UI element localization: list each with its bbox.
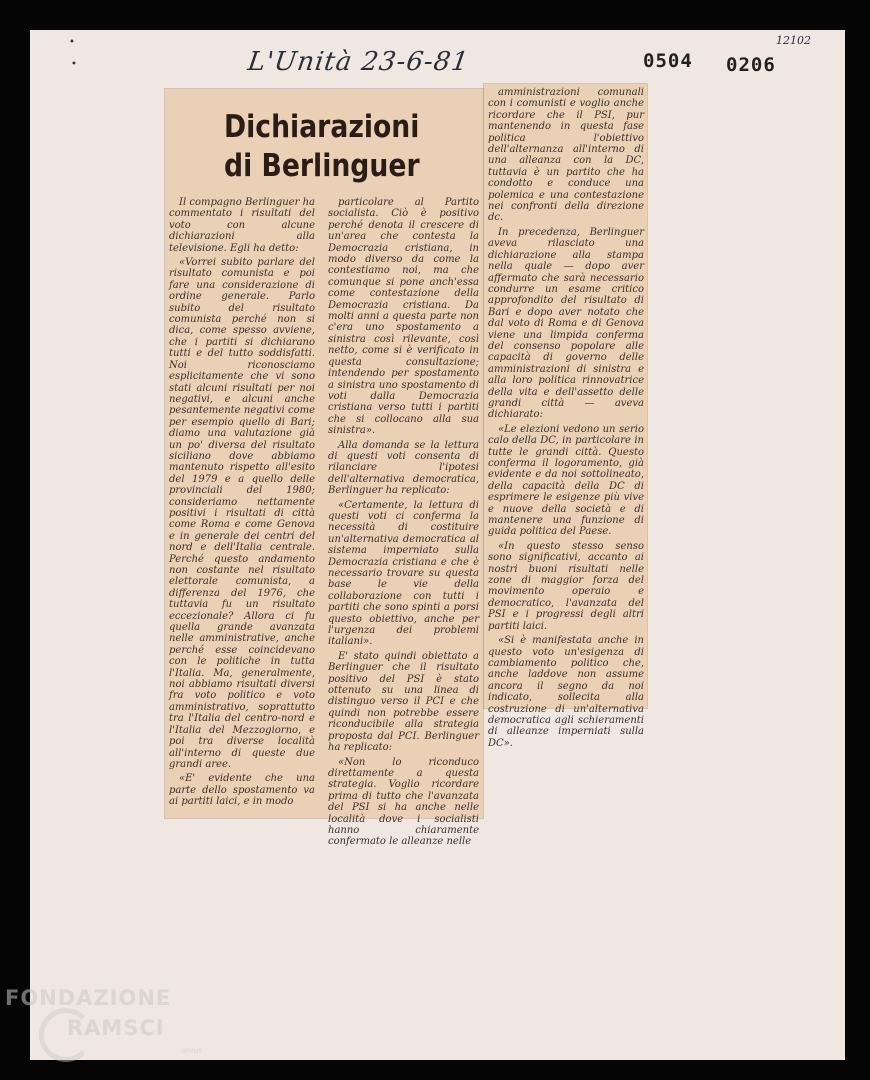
paragraph: Il compagno Berlinguer ha commentato i risultati del voto con alcune dichiarazioni alla televisione. Egli ha detto: [169, 197, 315, 254]
paragraph: Alla domanda se la lettura di questi voti consenta di rilanciare l'ipotesi dell'alternativa democratica, Berlinguer ha replicato: [328, 439, 479, 497]
paragraph: amministrazioni comunali con i comunisti e voglio anche ricordare che il PSI, pur mantenendo in questa fase politica l'obiettivo dell'alternanza all'interno di una alleanza con la DC, tuttavia è un partito che ha condotto e conduce una polemica e una contestazione nei confronti della direzione dc. [488, 87, 644, 224]
watermark-line: RAMSCI [67, 1016, 165, 1040]
paragraph: «Vorrei subito parlare del risultato comunista e poi fare una considerazione di ordine generale. Parlo subito del risultato comunista perché non si dica, come spesso avviene, che i partiti si dichiarano tutti e del tutto soddisfatti. Noi riconosciamo esplicitamente che vi sono stati alcuni risultati per noi negativi, e alcuni anche pesantemente negativi come per esempio quello di Bari; diamo una valutazione già un po' diversa del risultato siciliano dove abbiamo mantenuto rispetto all'esito del 1979 e a quello delle provinciali del 1980; consideriamo nettamente positivi i risultati di città come Roma e come Genova e in generale dei centri del nord e dell'Italia centrale. Perché questo andamento non costante nel risultato elettorale comunista, a differenza del 1976, che tuttavia fu un risultato eccezionale? Allora ci fu quella grande avanzata nelle amministrative, anche perché esse coincidevano con le politiche in tutta l'Italia. Ma, generalmente, noi abbiamo risultati diversi fra voto politico e voto amministrativo, soprattutto tra l'Italia del centro-nord e l'Italia del Mezzogiorno, e poi tra diverse località all'interno di queste due grandi aree. [169, 257, 315, 770]
stamp-number-left: 0504 [643, 50, 693, 72]
paragraph: E' stato quindi obiettato a Berlinguer che il risultato positivo del PSI è stato ottenuto su una linea di distinguo verso il PCI e che quindi non potrebbe essere riconducibile alla strategia proposta dal PCI. Berlinguer ha replicato: [328, 650, 479, 754]
paragraph: «Le elezioni vedono un serio calo della DC, in particolare in tutte le grandi città. Questo conferma il logoramento, già evidente e da noi sottolineato, della capacità della DC di esprimere le esigenze più vive e nuove della società e di mantenere una funzione di guida politica del Paese. [488, 423, 644, 538]
paragraph: «Si è manifestata anche in questo voto un'esigenza di cambiamento politico che, anche laddove non assume ancora il segno da noi indicato, sollecita alla costruzione di un'alternativa democratica agli schieramenti di alleanze imperniati sulla DC». [488, 635, 644, 749]
fondazione-gramsci-watermark [5, 986, 225, 1066]
paragraph: particolare al Partito socialista. Ciò è positivo perché denota il crescere di un'area che contesta la Democrazia cristiana, in modo diverso da come la contestiamo noi, ma che comunque si pone anch'essa come contestazione della Democrazia cristiana. Da molti anni a questa parte non c'era uno spostamento a sinistra così rilevante, così netto, come si è verificato in questa consultazione; intendendo per spostamento a sinistra uno spostamento di voti dalla Democrazia cristiana verso tutti i partiti che si collocano alla sua sinistra». [328, 197, 479, 437]
article-headline [224, 108, 430, 186]
paragraph: «E' evidente che una parte dello spostamento va ai partiti laici, e in modo [169, 773, 315, 808]
headline-line: di Berlinguer [224, 148, 420, 184]
article-column-2 [328, 197, 479, 848]
paragraph: «Non lo riconduco direttamente a questa strategia. Voglio ricordare prima di tutto che l'avanzata del PSI si ha anche nelle località dove i socialisti hanno chiaramente confermato le alleanze nelle [328, 756, 479, 848]
margin-mark: • [69, 37, 75, 48]
watermark-line: onlus [181, 1046, 203, 1055]
paragraph: «In questo stesso senso sono significativi, accanto ai nostri buoni risultati nelle zone di maggior forza del movimento operaio e democratico, l'avanzata del PSI e i progressi degli altri partiti laici. [488, 540, 644, 632]
article-column-1 [169, 197, 315, 819]
paragraph: In precedenza, Berlinguer aveva rilasciato una dichiarazione alla stampa nella quale — dopo aver affermato che sarà necessario condurre un esame critico approfondito del risultato di Bari e dopo aver notato che dal voto di Roma e di Genova viene una limpida conferma del consenso popolare alle capacità di governo delle amministrazioni di sinistra e alla loro politica rinnovatrice della vita e dell'assetto delle grandi città — aveva dichiarato: [488, 226, 644, 421]
margin-mark: • [71, 59, 77, 70]
stamp-number-right: 0206 [726, 54, 776, 76]
handwritten-archive-number: 12102 [776, 34, 811, 47]
watermark-line: FONDAZIONE [5, 986, 172, 1010]
paragraph: «Certamente, la lettura di questi voti ci conferma la necessità di costituire un'alternativa democratica al sistema imperniato sulla Democrazia cristiana e che è necessario trovare su questa base le vie della collaborazione con tutti i partiti che sono spinti a porsi questo obiettivo, anche per l'urgenza dei problemi italiani». [328, 499, 479, 648]
headline-line: Dichiarazioni [224, 109, 420, 145]
handwritten-source-date: L'Unità 23-6-81 [245, 47, 471, 77]
article-column-3 [488, 87, 644, 749]
